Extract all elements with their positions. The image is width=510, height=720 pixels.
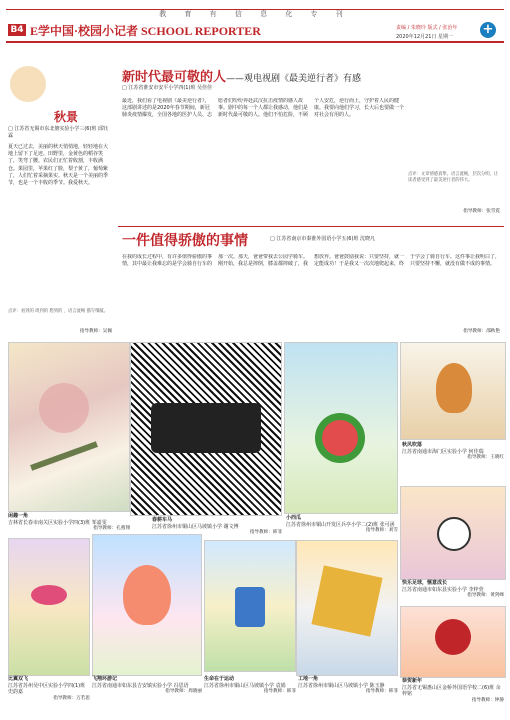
article-2-body: 在我的成长过程中，有许多值得骄傲的事情，其中最让我难忘的是学会骑自行车的那一次。那天，爸爸带我去公园学骑车。刚开始，我总是摔倒，膝盖都摔破了，我想放弃。爸爸鼓励我说：只要坚持，就一定能成功！于是我又一次次地爬起来，终于学会了骑自行车。这件事让我明白了，只要坚持不懈，就没有做不成的事情。 <box>122 254 500 268</box>
poem-decor-icon <box>10 66 46 102</box>
caption-tutor: 指导教师：韩菲 <box>365 689 398 694</box>
article-1 <box>118 64 504 224</box>
bottom-rule <box>6 41 504 43</box>
poem-body: 夏天已过去，美丽的秋天悄悄地，轻轻地在大地上留下了足迹。田野里，金黄色的稻谷笑了，笑弯了腰。农民们正忙着收割，丰收满仓。果园里，苹果红了脸，梨子黄了，葡萄紫了，人们忙着采摘果实。秋天是一个美丽的季节，也是一个丰收的季节。我爱秋天。 <box>8 144 109 187</box>
artwork-image-8 <box>204 540 296 672</box>
caption-title: 恭贺新年 <box>402 678 423 684</box>
artwork-image-6 <box>8 538 90 676</box>
article-2 <box>118 228 504 340</box>
artwork-image-7 <box>92 534 202 676</box>
caption-school: 吉林省长春市南关区实验小学四(3)班 邹嘉雯 <box>8 519 107 526</box>
gallery-caption-1 <box>8 513 130 533</box>
article-2-tutor: 指导教师：邵秋艳 <box>463 329 500 334</box>
gallery-caption-4 <box>402 442 504 462</box>
gallery-caption-6 <box>8 676 90 702</box>
gallery-caption-7 <box>92 676 202 696</box>
article-1-author: □ 江苏省淮安市安平小学四(1)班 吴佳佳 <box>122 85 212 91</box>
caption-school: 江苏省徐州市铜山区马坡镇小学 陈玉静 <box>298 682 385 689</box>
caption-title: 快乐足球，惬意成长 <box>402 580 448 586</box>
gallery-caption-10 <box>402 678 504 704</box>
artwork-image-9 <box>296 540 398 676</box>
article-1-tutor: 指导教师：张雪霓 <box>463 209 500 214</box>
slogan: 教 育 有 信 息 化 专 刊 <box>159 10 351 18</box>
caption-title: 生命在于运动 <box>204 676 235 682</box>
caption-school: 江苏省徐州市铜山区马坡镇小学 谢文博 <box>152 523 239 530</box>
article-2-author: □ 江苏省南京市秦淮外国语小学五(6)班 沈晓凡 <box>270 236 375 242</box>
issue-date: 2020年12月21日 星期一 <box>396 34 454 40</box>
caption-school: 江苏省徐州市铜山区马坡镇小学 袁娟 <box>204 682 286 689</box>
gallery-caption-5 <box>402 580 504 600</box>
artwork-image-3 <box>284 342 398 514</box>
caption-tutor: 指导教师：王晓红 <box>467 455 504 460</box>
caption-tutor: 指导教师：黄剑峰 <box>467 593 504 598</box>
headline-main: 新时代最可敬的人 <box>122 70 227 85</box>
caption-school: 江苏省南通市海门区实验小学 何佳瑞 <box>402 448 484 455</box>
caption-school: 江苏省苏州吴中区实验小学四(1)班 史韵嘉 <box>8 682 86 695</box>
caption-tutor: 指导教师：钟静 <box>471 697 504 703</box>
caption-school: 江苏省南通市如东县实验小学 李梓萱 <box>402 586 484 593</box>
divider <box>118 226 504 227</box>
caption-tutor: 指导教师：刘雪 <box>365 528 398 533</box>
caption-title: 春耕车马 <box>152 517 173 523</box>
artwork-image-5 <box>400 486 506 580</box>
caption-tutor: 指导教师：韩菲 <box>263 689 296 694</box>
artwork-image-2 <box>130 342 282 516</box>
poem-comment: 点评：看到的 周到的 想到的 ，语言流畅 描写细腻。 <box>8 309 108 314</box>
article-1-body: 最近，我们看了电视剧《最美逆行者》，这部剧讲述的是2020年春节期间，新冠肺炎疫情爆发，全国各地的医护人员、志愿者们纷纷奔赴武汉抗击疫情的感人故事。剧中的每一个人都让我感动，他们是新时代最可敬的人。他们不怕危险，不顾个人安危，逆行而上，守护着人民的健康。我要向他们学习，长大后也要做一个对社会有用的人。 <box>122 98 405 119</box>
caption-tutor: 指导教师：周晓丽 <box>165 689 202 694</box>
gallery-caption-9 <box>298 676 398 696</box>
headline-sub: ——观电视剧《最美逆行者》有感 <box>226 74 362 84</box>
poem-tutor: 指导教师：吴佩 <box>79 329 112 334</box>
caption-school: 江苏省南通市如东县吉安镇实验小学 冯思语 <box>92 682 189 689</box>
plus-logo-icon: + <box>480 22 496 38</box>
artwork-image-4 <box>400 342 506 440</box>
article-1-headline <box>122 66 361 85</box>
caption-title: 比翼双飞 <box>8 676 29 682</box>
poem-author: □ 江苏省无锡市东北塘实验小学三(6)班 邱钰霖 <box>8 126 108 140</box>
gallery-caption-8 <box>204 676 296 696</box>
caption-title: 飞翔环游记 <box>92 676 118 682</box>
masthead <box>0 0 510 46</box>
caption-title: 小西瓜 <box>286 515 302 521</box>
poem-title: 秋景 <box>54 110 79 124</box>
page-number: B4 <box>8 24 26 36</box>
paper-name: E学中国·校园小记者 SCHOOL REPORTER <box>30 24 261 38</box>
caption-tutor: 指导教师：韩菲 <box>249 530 282 535</box>
caption-title: 闲趣一角 <box>8 513 29 519</box>
caption-tutor: 指导教师：孔燕翔 <box>93 526 130 531</box>
gallery-caption-3 <box>286 515 398 535</box>
caption-title: 工地一角 <box>298 676 319 682</box>
article-1-comment: 点评：文章情感真挚，语言流畅，层次分明，让读者感受到了最美逆行者的伟大。 <box>408 172 499 183</box>
caption-title: 秋风吹落 <box>402 442 423 448</box>
poem-box <box>6 64 112 338</box>
article-2-headline: 一件值得骄傲的事情 <box>122 233 248 249</box>
caption-tutor: 指导教师：万若思 <box>53 695 90 701</box>
caption-school: 江苏省无锡惠山区金桥外国语学校二(6)班 余梓铭 <box>402 684 501 697</box>
caption-school: 江苏省徐州市铜山开发区兵亭小学二(2)班 张可函 <box>286 521 395 528</box>
editor-info: 责编 / 朱晓玲 版式 / 张治年 <box>396 25 458 31</box>
artwork-image-1 <box>8 342 130 512</box>
artwork-image-10 <box>400 606 506 678</box>
